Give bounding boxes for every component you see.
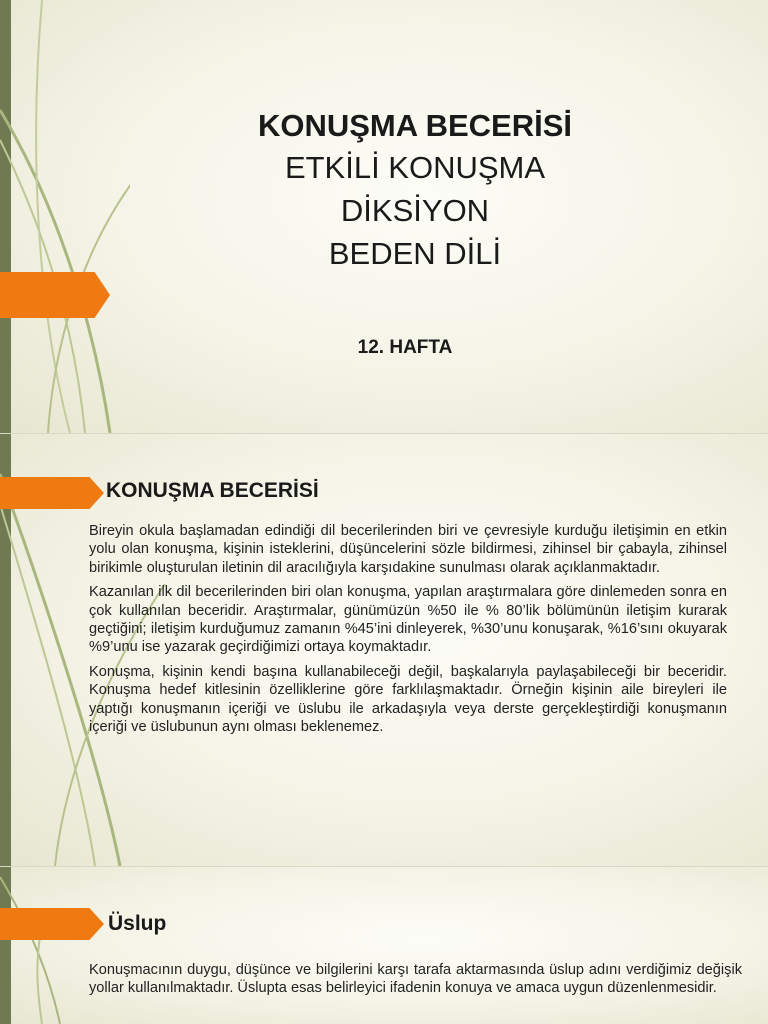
slide-konusma-becerisi (0, 434, 768, 866)
accent-arrow (0, 908, 104, 940)
paragraph-1: Bireyin okula başlamadan edindiği dil becerilerinden biri ve çevresiyle kurduğu iletişimin en etkin yolu olan konuşma, kişinin isteklerini, düşüncelerini sözle bildirmesi, zihinsel bir çabayla, zihinsel birikimle oluşturulan iletinin dil aracılığıyla karşıdakine sunulması olarak açıklanmaktadır. (89, 523, 727, 576)
slide-title (0, 0, 768, 433)
slide-title-text: KONUŞMA BECERİSİ (257, 108, 573, 143)
accent-arrow (0, 272, 110, 318)
section-heading: KONUŞMA BECERİSİ (106, 479, 319, 502)
section-body: Konuşmacının duygu, düşünce ve bilgilerini karşı tarafa aktarmasında üslup adını verdiğimiz değişik yollar kullanılmaktadır. Üslupta esas belirleyici ifadenin konuya ve amaca uygun düzenlenmesidir. (89, 962, 742, 997)
subtitle-etkili-konusma: ETKİLİ KONUŞMA (284, 150, 546, 185)
paragraph-2: Kazanılan ilk dil becerilerinden biri olan konuşma, yapılan araştırmalara göre dinlemeden sonra en çok kullanılan beceridir. Araştırmalar, günümüzün %50 ile % 80’lik bölümünün iletişim kurarak geçtiğini; iletişim kurduğumuz zamanın %45’ini dinleyerek, %30’unu konuşarak, %16’sını okuyarak %9’unu ise yazarak geçirdiğimizi ortaya koymaktadır. (89, 584, 727, 656)
section-body (89, 522, 727, 742)
swoosh-decoration (0, 867, 120, 1024)
subtitle-beden-dili: BEDEN DİLİ (328, 236, 502, 271)
slide-uslup (0, 867, 768, 1024)
week-label: 12. HAFTA (357, 337, 453, 358)
paragraph-3: Konuşma, kişinin kendi başına kullanabileceği değil, başkalarıyla paylaşabileceği bir beceridir. Konuşma hedef kitlesinin özelliklerine göre farklılaşmaktadır. Örneğin kişinin aile bireyleri ile yaptığı konuşmanın içeriği ve üslubu ile arkadaşıyla veya derste gerçekleştirdiği konuşmanın içeriği ve üslubunun aynı olması beklenemez. (89, 663, 727, 736)
accent-arrow (0, 477, 104, 509)
section-heading: Üslup (108, 912, 167, 935)
subtitle-diksiyon: DİKSİYON (340, 193, 490, 228)
